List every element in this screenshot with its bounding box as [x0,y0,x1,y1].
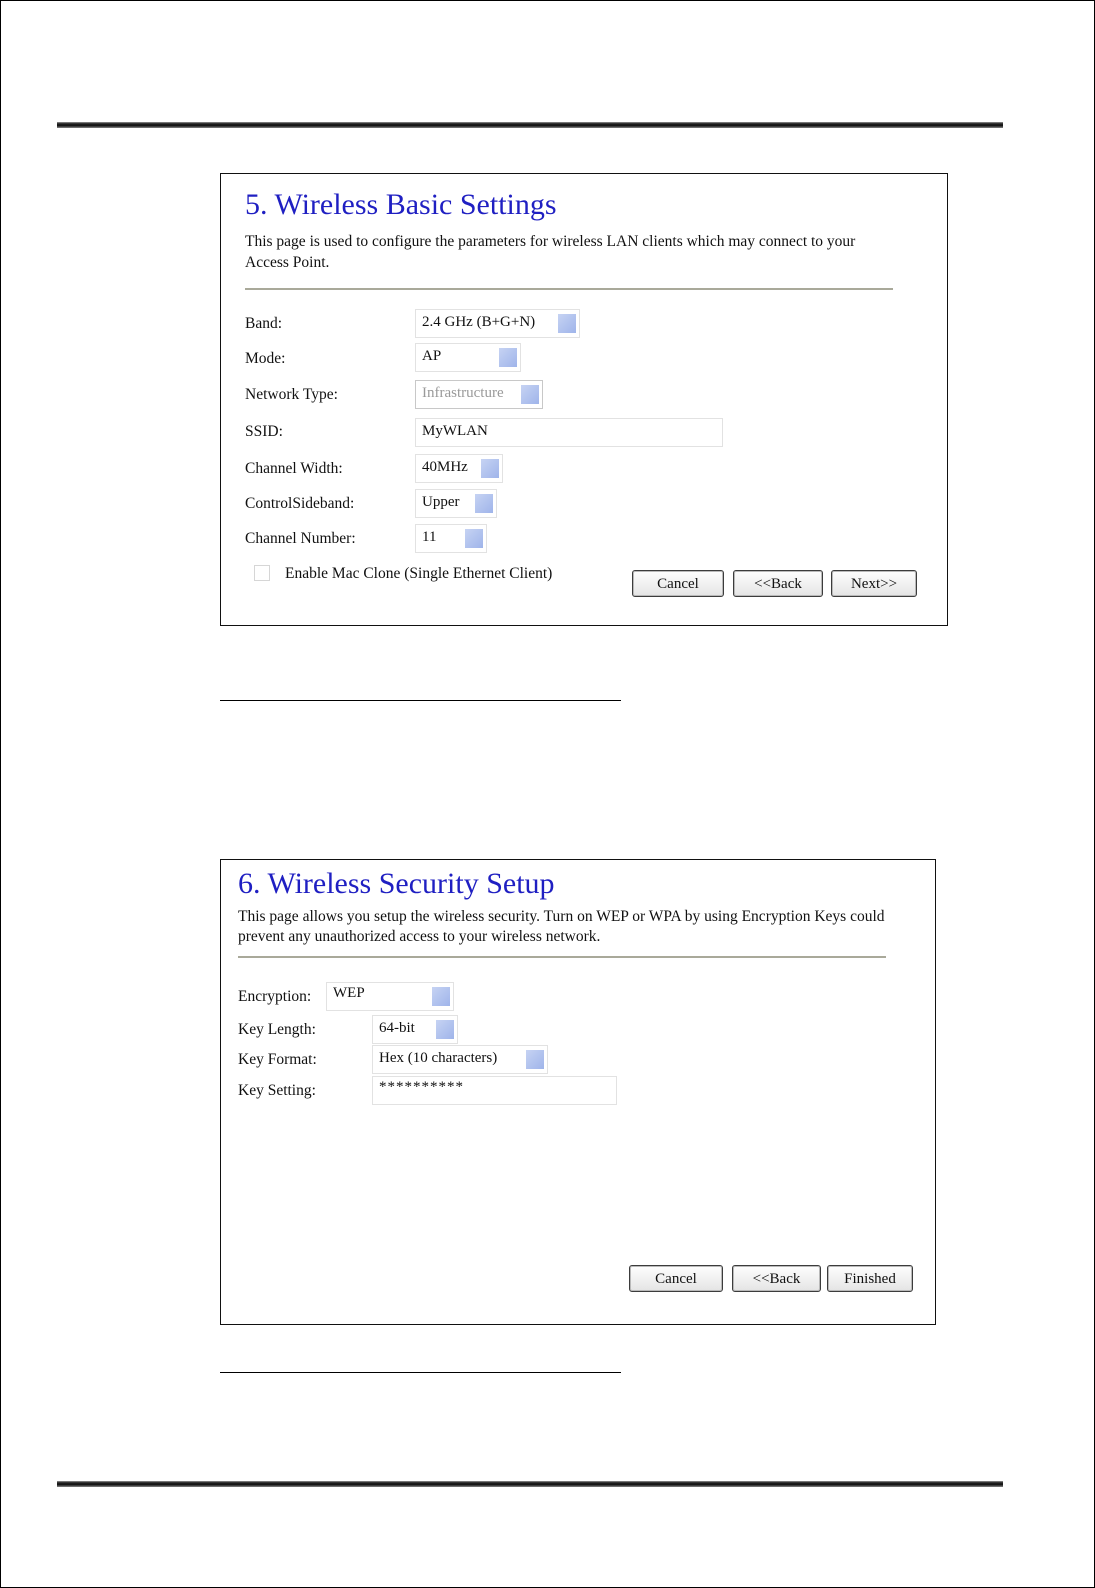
control-sideband-select[interactable] [415,489,497,518]
encryption-label: Encryption: [238,988,312,1005]
key-setting-input[interactable] [372,1076,617,1105]
back-button[interactable]: <<Back [732,1265,821,1292]
network-type-value: Infrastructure [422,385,504,401]
key-setting-value: ********** [379,1079,464,1095]
chevron-down-icon[interactable] [499,348,517,367]
channel-width-label: Channel Width: [245,460,343,477]
chevron-down-icon[interactable] [558,314,576,333]
page-title: 6. Wireless Security Setup [238,867,555,900]
network-type-label: Network Type: [245,386,338,403]
wireless-basic-settings-panel [220,173,948,626]
control-sideband-value: Upper [422,494,460,510]
encryption-value: WEP [333,985,365,1001]
mode-value: AP [422,348,442,364]
back-button[interactable]: <<Back [733,570,823,597]
header-rule [57,122,1003,128]
key-length-value: 64-bit [379,1020,415,1036]
chevron-down-icon[interactable] [475,494,493,513]
chevron-down-icon[interactable] [481,459,499,478]
key-format-select[interactable] [372,1045,548,1074]
mode-select[interactable] [415,343,521,372]
ssid-value: MyWLAN [422,423,488,439]
key-length-label: Key Length: [238,1021,316,1038]
page-title: 5. Wireless Basic Settings [245,188,557,221]
chevron-down-icon[interactable] [436,1020,454,1039]
chevron-down-icon[interactable] [465,529,483,548]
key-setting-label: Key Setting: [238,1082,316,1099]
caption-rule [220,1372,621,1373]
mode-label: Mode: [245,350,286,367]
band-label: Band: [245,315,283,332]
band-select[interactable] [415,309,580,338]
mac-clone-label: Enable Mac Clone (Single Ethernet Client) [285,565,553,582]
chevron-down-icon[interactable] [521,385,539,404]
cancel-button[interactable]: Cancel [629,1265,723,1292]
encryption-select[interactable] [326,982,454,1011]
ssid-label: SSID: [245,423,283,440]
footer-rule [57,1481,1003,1487]
channel-width-select[interactable] [415,454,503,483]
key-format-label: Key Format: [238,1051,317,1068]
wireless-security-setup-panel [220,859,936,1325]
band-value: 2.4 GHz (B+G+N) [422,314,536,330]
chevron-down-icon[interactable] [432,987,450,1006]
channel-number-select[interactable] [415,524,487,553]
key-length-select[interactable] [372,1015,458,1044]
ssid-input[interactable] [415,418,723,447]
key-format-value: Hex (10 characters) [379,1050,498,1066]
finished-button[interactable]: Finished [827,1265,913,1292]
channel-number-value: 11 [422,529,437,545]
separator [238,956,886,958]
control-sideband-label: ControlSideband: [245,495,355,512]
channel-number-label: Channel Number: [245,530,356,547]
separator [245,288,893,290]
caption-rule [220,700,621,701]
chevron-down-icon[interactable] [526,1050,544,1069]
mac-clone-checkbox[interactable] [254,565,270,581]
page-description: This page allows you setup the wireless security. Turn on WEP or WPA by using Encryption Keys could prevent any unauthorized access to your wireless network. [238,908,885,945]
page-description: This page is used to configure the parameters for wireless LAN clients which may connect to your Access Point. [245,233,856,271]
next-button[interactable]: Next>> [831,570,917,597]
channel-width-value: 40MHz [422,459,468,475]
cancel-button[interactable]: Cancel [632,570,724,597]
network-type-select[interactable] [415,380,543,409]
